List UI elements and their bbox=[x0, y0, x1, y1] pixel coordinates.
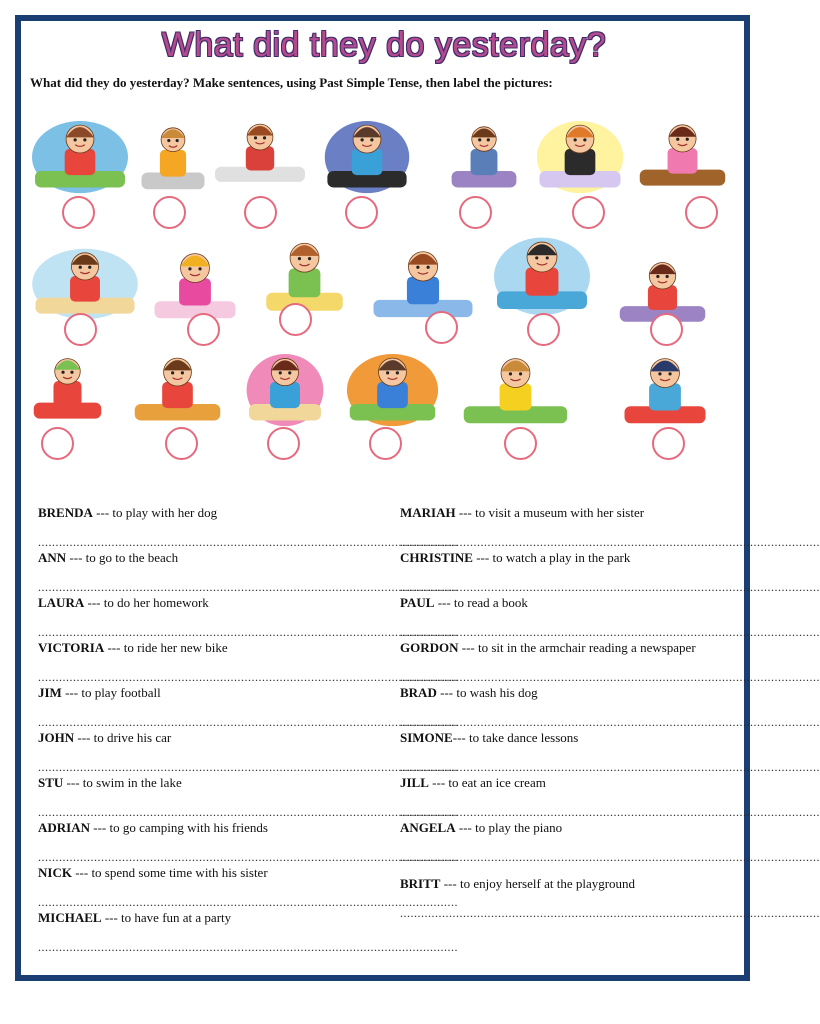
boy-doing-homework-icon bbox=[210, 112, 310, 188]
label-circle[interactable] bbox=[425, 311, 458, 344]
activity-text: --- to ride her new bike bbox=[104, 640, 228, 655]
girl-on-slide-icon bbox=[368, 238, 478, 324]
sentence-entry bbox=[400, 730, 820, 774]
answer-line[interactable]: ........................................................................................................................ bbox=[38, 940, 458, 954]
entry-prompt bbox=[400, 640, 700, 656]
label-circle[interactable] bbox=[41, 427, 74, 460]
person-name: SIMONE bbox=[400, 730, 453, 745]
activity-text: --- to wash his dog bbox=[436, 685, 538, 700]
answer-line[interactable]: ........................................................................................................................ bbox=[400, 535, 820, 549]
sentence-entry bbox=[400, 820, 820, 864]
activity-text: --- to go camping with his friends bbox=[90, 820, 268, 835]
activity-text: --- to go to the beach bbox=[66, 550, 179, 565]
entry-prompt bbox=[400, 876, 700, 892]
person-name: BRENDA bbox=[38, 505, 93, 520]
entry-prompt bbox=[400, 505, 700, 521]
entry-prompt bbox=[38, 685, 338, 701]
right-column bbox=[400, 505, 820, 920]
label-circle[interactable] bbox=[504, 427, 537, 460]
person-name: BRITT bbox=[400, 876, 441, 891]
answer-line[interactable]: ........................................................................................................................ bbox=[400, 715, 820, 729]
answer-line[interactable]: ........................................................................................................................ bbox=[38, 805, 458, 819]
person-name: MICHAEL bbox=[38, 910, 102, 925]
label-circle[interactable] bbox=[527, 313, 560, 346]
boy-playing-football-icon bbox=[458, 345, 573, 430]
activity-text: --- to do her homework bbox=[84, 595, 209, 610]
boy-washing-dog-icon bbox=[620, 345, 710, 430]
activity-text: --- to take dance lessons bbox=[452, 730, 579, 745]
answer-line[interactable]: ........................................................................................................................ bbox=[38, 535, 458, 549]
activity-text: --- to swim in the lake bbox=[63, 775, 182, 790]
label-circle[interactable] bbox=[345, 196, 378, 229]
girl-on-tricycle-icon bbox=[30, 112, 130, 194]
sentence-entry bbox=[400, 550, 820, 594]
answer-line[interactable]: ........................................................................................................................ bbox=[38, 760, 458, 774]
girl-reading-book-icon bbox=[262, 228, 347, 318]
label-circle[interactable] bbox=[267, 427, 300, 460]
kids-at-party-icon bbox=[130, 345, 225, 427]
label-circle[interactable] bbox=[572, 196, 605, 229]
activity-text: --- to eat an ice cream bbox=[428, 775, 546, 790]
person-name: NICK bbox=[38, 865, 72, 880]
kids-swimming-icon bbox=[492, 228, 592, 316]
label-circle[interactable] bbox=[459, 196, 492, 229]
label-circle[interactable] bbox=[64, 313, 97, 346]
answer-line[interactable]: ........................................................................................................................ bbox=[400, 670, 820, 684]
person-name: VICTORIA bbox=[38, 640, 105, 655]
person-name: STU bbox=[38, 775, 64, 790]
label-circle[interactable] bbox=[685, 196, 718, 229]
sentence-entry bbox=[38, 910, 458, 954]
entry-prompt bbox=[38, 865, 338, 881]
sentence-entry bbox=[400, 775, 820, 819]
instructions: What did they do yesterday? Make sentences, using Past Simple Tense, then label the pictures: bbox=[30, 75, 553, 90]
sentence-entry bbox=[400, 595, 820, 639]
entry-prompt bbox=[38, 505, 338, 521]
person-name: MARIAH bbox=[400, 505, 456, 520]
boy-driving-car-icon bbox=[30, 345, 105, 425]
person-name: CHRISTINE bbox=[400, 550, 473, 565]
answer-line[interactable]: ........................................................................................................................ bbox=[38, 895, 458, 909]
entry-prompt bbox=[400, 820, 700, 836]
entry-prompt bbox=[400, 595, 700, 611]
boy-camping-icon bbox=[345, 345, 440, 427]
person-name: GORDON bbox=[400, 640, 459, 655]
person-name: ADRIAN bbox=[38, 820, 90, 835]
girl-dancing-icon bbox=[535, 112, 625, 194]
label-circle[interactable] bbox=[652, 427, 685, 460]
girl-on-bike-icon bbox=[138, 112, 208, 196]
entry-prompt bbox=[38, 820, 338, 836]
answer-line[interactable]: ........................................................................................................................ bbox=[400, 906, 820, 920]
activity-text: --- to play football bbox=[61, 685, 161, 700]
answer-line[interactable]: ........................................................................................................................ bbox=[38, 670, 458, 684]
person-name: BRAD bbox=[400, 685, 437, 700]
answer-line[interactable]: ........................................................................................................................ bbox=[38, 625, 458, 639]
label-circle[interactable] bbox=[244, 196, 277, 229]
boy-playing-piano-icon bbox=[323, 112, 411, 194]
label-circle[interactable] bbox=[279, 303, 312, 336]
person-name: LAURA bbox=[38, 595, 85, 610]
sentence-entry bbox=[400, 505, 820, 549]
sentence-entry bbox=[400, 876, 820, 920]
entry-prompt bbox=[400, 775, 700, 791]
activity-text: --- to drive his car bbox=[74, 730, 172, 745]
person-name: JOHN bbox=[38, 730, 75, 745]
girl-at-beach-icon bbox=[30, 240, 140, 320]
entry-prompt bbox=[400, 685, 700, 701]
label-circle[interactable] bbox=[187, 313, 220, 346]
entry-prompt bbox=[400, 730, 700, 746]
entry-prompt bbox=[38, 595, 338, 611]
person-name: ANGELA bbox=[400, 820, 456, 835]
person-name: ANN bbox=[38, 550, 67, 565]
entry-prompt bbox=[38, 910, 338, 926]
entry-prompt bbox=[38, 775, 338, 791]
entry-prompt bbox=[38, 730, 338, 746]
answer-line[interactable]: ........................................................................................................................ bbox=[38, 580, 458, 594]
person-name: JIM bbox=[38, 685, 62, 700]
label-circle[interactable] bbox=[165, 427, 198, 460]
mother-and-daughter-icon bbox=[150, 240, 240, 325]
answer-line[interactable]: ........................................................................................................................ bbox=[400, 580, 820, 594]
kids-on-bench-icon bbox=[635, 112, 730, 192]
answer-line[interactable]: ........................................................................................................................ bbox=[38, 715, 458, 729]
man-in-armchair-icon bbox=[448, 112, 520, 194]
answer-line[interactable]: ........................................................................................................................ bbox=[400, 805, 820, 819]
activity-text: --- to enjoy herself at the playground bbox=[440, 876, 636, 891]
label-circle[interactable] bbox=[62, 196, 95, 229]
sentence-entry bbox=[400, 685, 820, 729]
activity-text: --- to spend some time with his sister bbox=[71, 865, 268, 880]
activity-text: --- to play the piano bbox=[455, 820, 563, 835]
label-circle[interactable] bbox=[153, 196, 186, 229]
label-circle[interactable] bbox=[369, 427, 402, 460]
answer-line[interactable]: ........................................................................................................................ bbox=[38, 850, 458, 864]
answer-line[interactable]: ........................................................................................................................ bbox=[400, 625, 820, 639]
person-name: PAUL bbox=[400, 595, 435, 610]
activity-text: --- to sit in the armchair reading a newspaper bbox=[458, 640, 696, 655]
entry-prompt bbox=[38, 640, 338, 656]
answer-line[interactable]: ........................................................................................................................ bbox=[400, 850, 820, 864]
answer-line[interactable]: ........................................................................................................................ bbox=[400, 760, 820, 774]
person-name: JILL bbox=[400, 775, 429, 790]
entry-prompt bbox=[400, 550, 700, 566]
activity-text: --- to visit a museum with her sister bbox=[455, 505, 645, 520]
girl-sandcastle-icon bbox=[245, 345, 325, 427]
activity-text: --- to play with her dog bbox=[92, 505, 218, 520]
activity-text: --- to have fun at a party bbox=[101, 910, 232, 925]
entry-prompt bbox=[38, 550, 338, 566]
page-title: What did they do yesterday? bbox=[161, 26, 607, 64]
activity-text: --- to watch a play in the park bbox=[472, 550, 631, 565]
sentence-entry bbox=[400, 640, 820, 684]
activity-text: --- to read a book bbox=[434, 595, 528, 610]
label-circle[interactable] bbox=[650, 313, 683, 346]
